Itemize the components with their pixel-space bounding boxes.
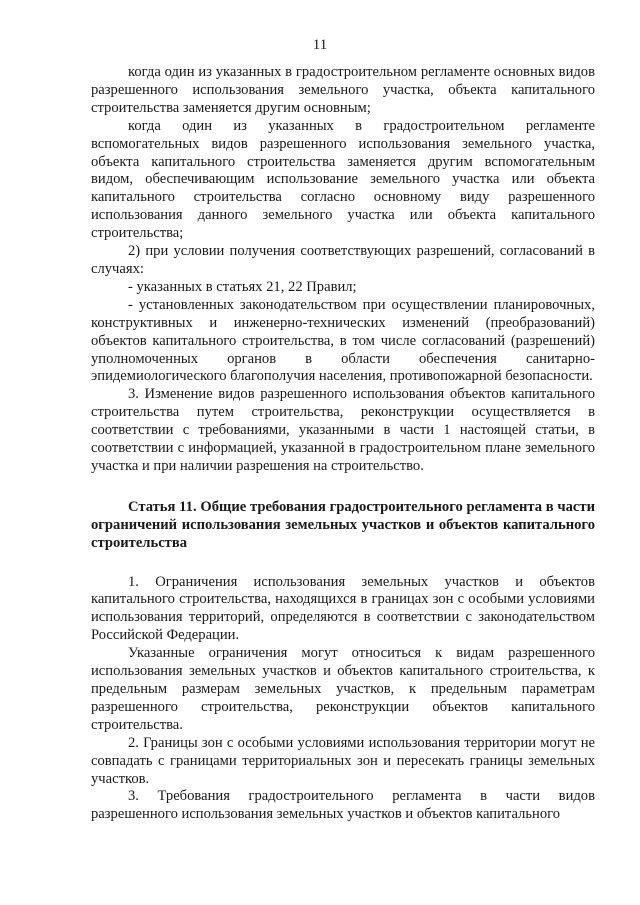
paragraph-auxiliary-type-replacement: когда один из указанных в градостроительном регламенте вспомогательных видов разрешенного использования земельного участка, объекта капитального строительства заменяется другим вспомогательным видом, обеспечивающим использование земельного участка или объекта капитального строительства согласно основному виду разрешенного использования данного земельного участка или объекта капитального строительства; [91,117,595,242]
list-item-articles: - указанных в статьях 21, 22 Правил; [128,278,357,295]
paragraph-restrictions-scope: Указанные ограничения могут относиться к видам разрешенного использования земельных участков и объектов капитального строительства, к предельным размерам земельных участков, к предельным параметрам разрешенного строительства, реконструкции объектов капитального строительства. [91,645,595,733]
paragraph-main-type-replacement: когда один из указанных в градостроительном регламенте основных видов разрешенного использования земельного участка, объекта капитального строительства заменяется другим основным; [91,64,595,116]
paragraph-zone-boundaries: 2. Границы зон с особыми условиями использования территории могут не совпадать с границами территориальных зон и пересекать границы земельных участков. [91,734,595,787]
paragraph-change-of-use: 3. Изменение видов разрешенного использования объектов капитального строительства путем строительства, реконструкции осуществляется в соответствии с требованиями, указанными в части 1 настоящей статьи, в соответствии с информацией, указанной в градостроительном плане земельного участка и при наличии разрешения на строительство. [91,386,595,474]
list-item-legislation: - установленных законодательством при осуществлении планировочных, конструктивных и инженерно-технических изменений (преобразований) объектов капитального строительства, в том числе согласований (разрешений) уполномоченных органов в области обеспечения санитарно-эпидемиологического благополучия населения, противопожарной безопасности. [91,296,595,385]
page-number: 11 [312,37,328,53]
paragraph-restrictions: 1. Ограничения использования земельных участков и объектов капитального строительства, находящихся в границах зон с особыми условиями использования территорий, определяются в соответствии с законодательством Российской Федерации. [91,573,595,644]
article-heading: Статья 11. Общие требования градостроительного регламента в части ограничений использования земельных участков и объектов капитального строительства [91,498,595,551]
paragraph-requirements: 3. Требования градостроительного регламента в части видов разрешенного использования земельных участков и объектов капитального [91,788,595,823]
document-body [91,64,595,824]
paragraph-permits-condition: 2) при условии получения соответствующих разрешений, согласований в случаях: [91,243,595,277]
